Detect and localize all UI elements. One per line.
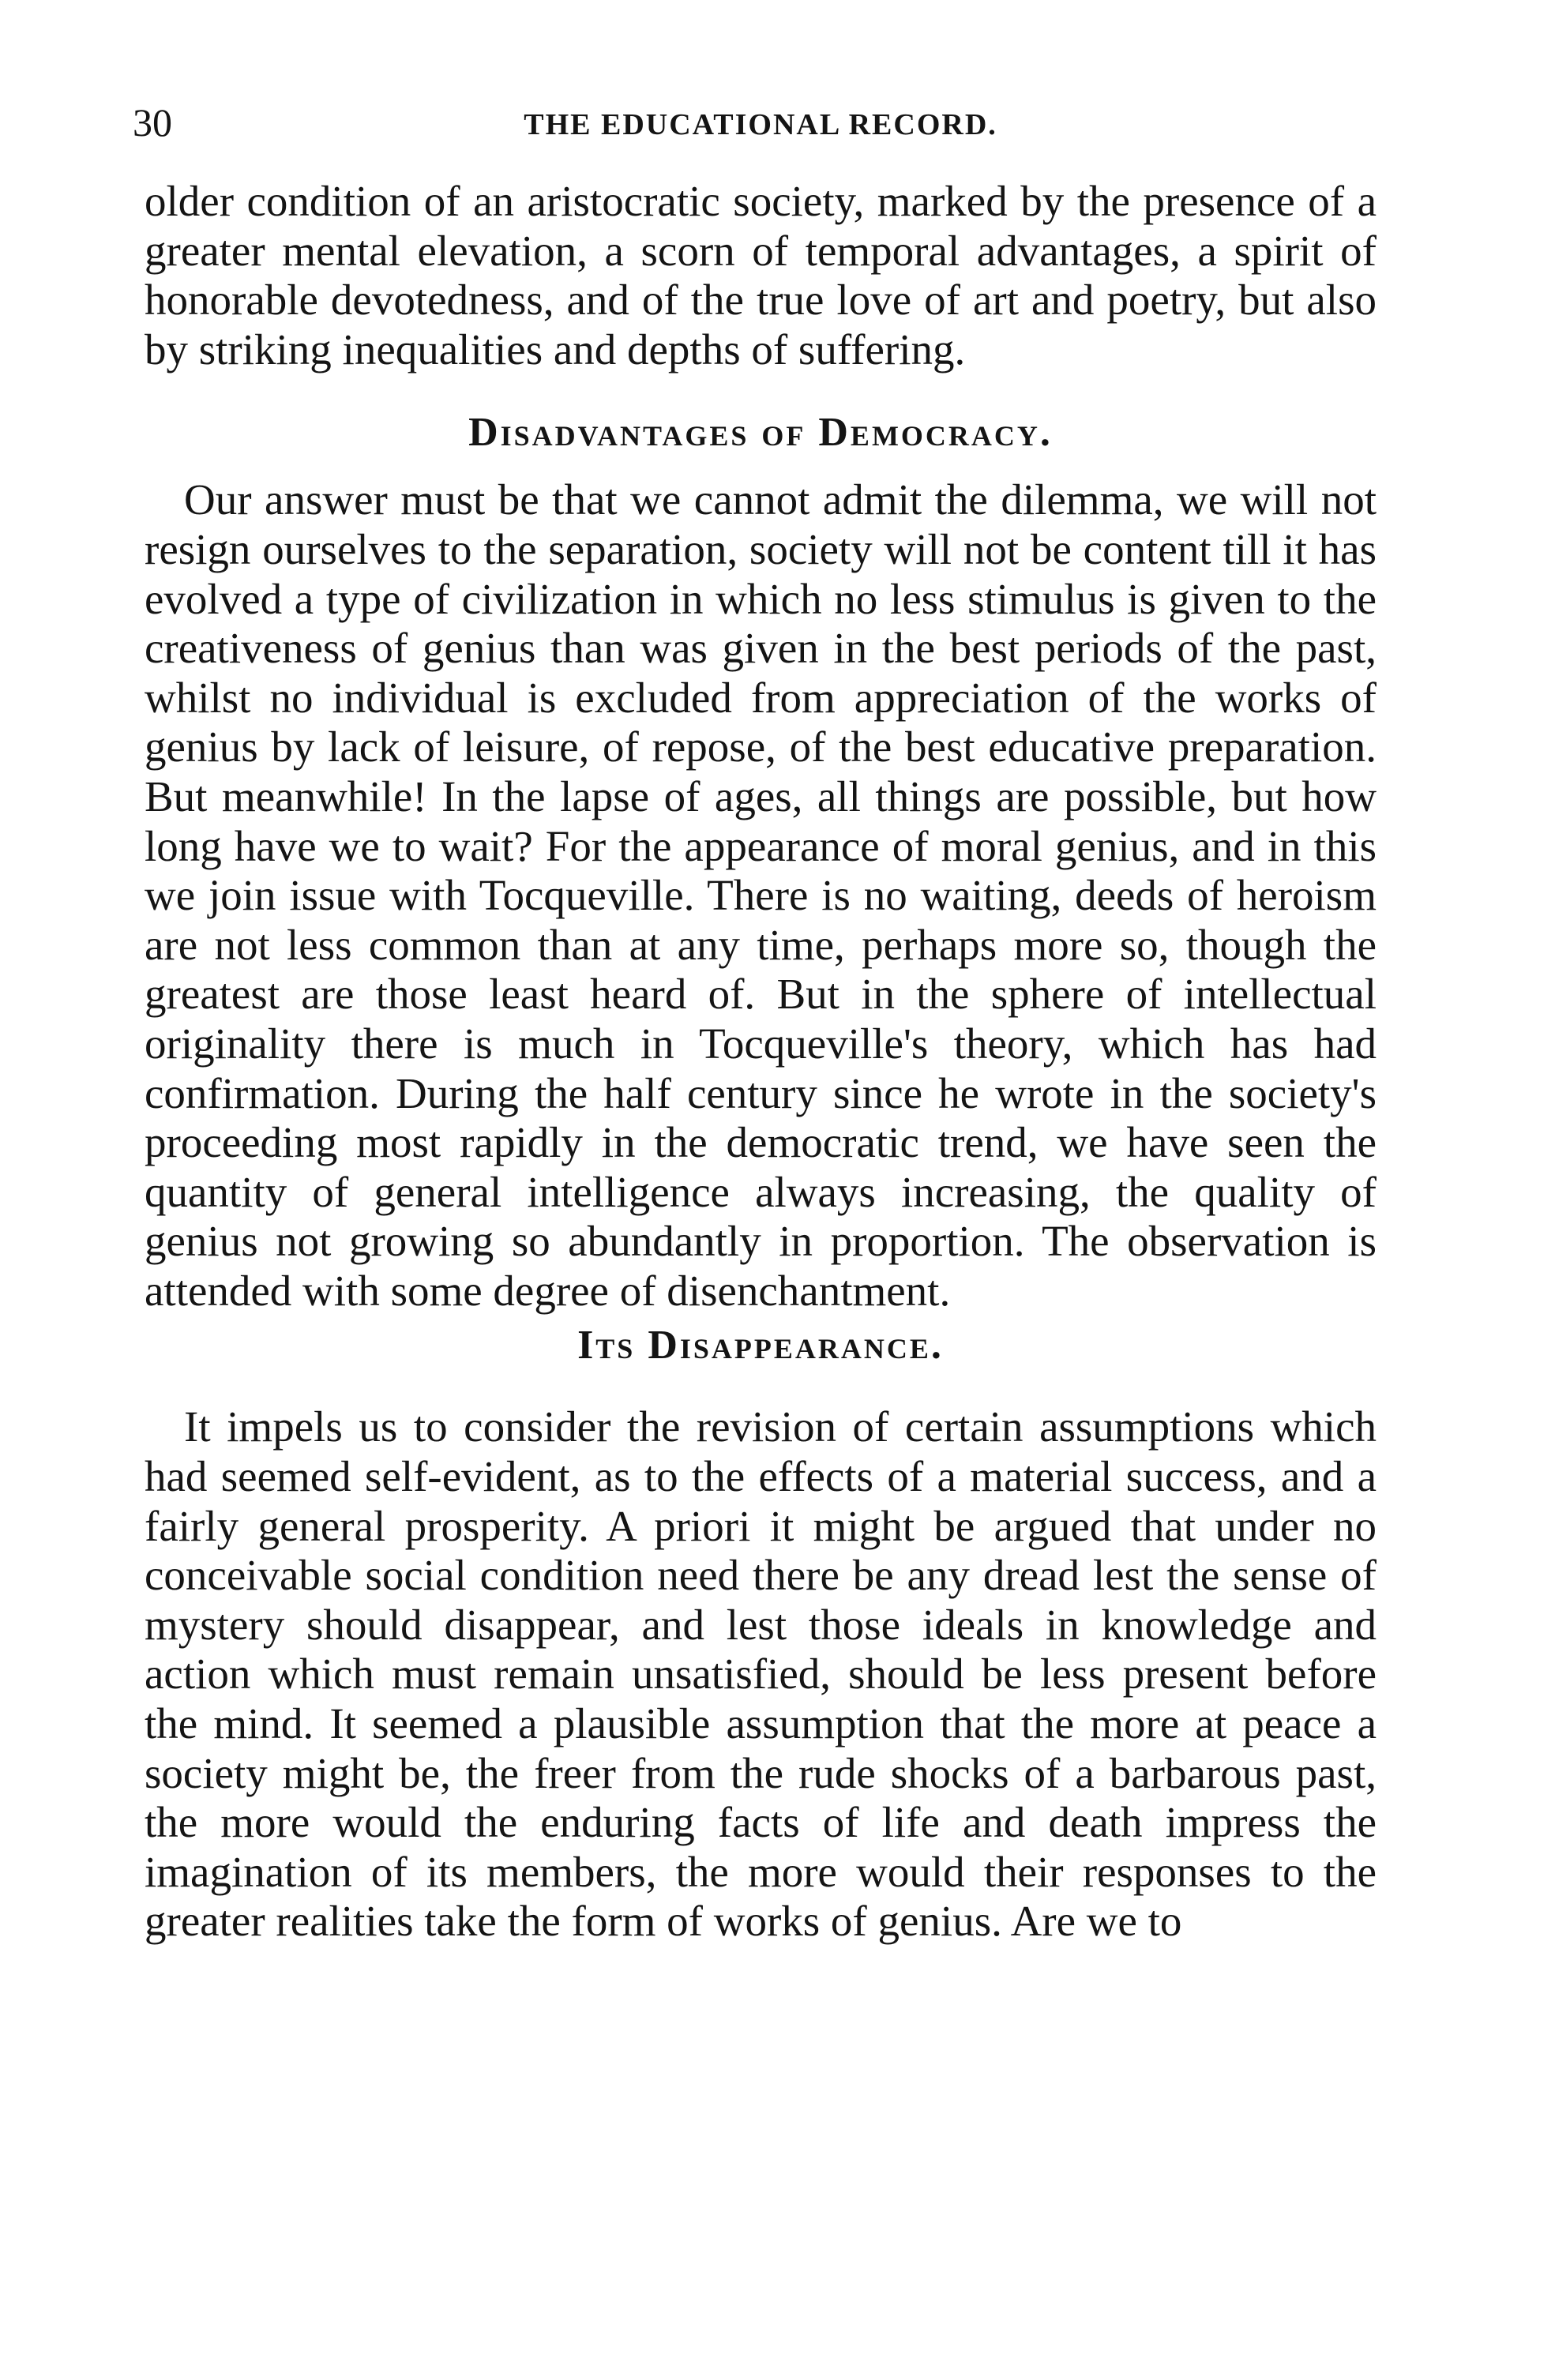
page-number: 30 xyxy=(133,100,172,145)
paragraph-continuation: older condition of an aristocratic society, marked by the presence of a greater mental elevation, a scorn of temporal advantages, a spirit of honorable devotedness, and of the true love of art and poetry, but also by striking inequalities and depths of suffering. xyxy=(145,177,1377,374)
section-heading-disappearance: Its Disappearance. xyxy=(577,1323,944,1368)
book-page xyxy=(133,95,1377,1946)
section-heading-disadvantages: Disadvantages of Democracy. xyxy=(468,410,1053,456)
paragraph-revision: It impels us to consider the revision of certain assumptions which had seemed self-evident, as to the effects of a material success, and a fairly general prosperity. A priori it might be argued that under no conceivable social condition need there be any dread lest the sense of mystery should disappear, and lest those ideals in knowledge and action which must remain unsatisfied, should be less present before the mind. It seemed a plausible assumption that the more at peace a society might be, the freer from the rude shocks of a barbarous past, the more would the enduring facts of life and death impress the imagination of its members, the more would their responses to the greater realities take the form of works of genius. Are we to xyxy=(145,1402,1377,1946)
running-head xyxy=(133,95,1377,150)
paragraph-answer: Our answer must be that we cannot admit the dilemma, we will not resign ourselves to the separation, society will not be content till it has evolved a type of civilization in which no less stimulus is given to the creativeness of genius than was given in the best periods of the past, whilst no individual is excluded from appreciation of the works of genius by lack of leisure, of repose, of the best educative preparation. But meanwhile! In the lapse of ages, all things are possible, but how long have we to wait? For the appearance of moral genius, and in this we join issue with Tocqueville. There is no waiting, deeds of heroism are not less common than at any time, perhaps more so, though the greatest are those least heard of. But in the sphere of intellectual originality there is much in Tocqueville's theory, which has had confirmation. During the half century since he wrote in the society's proceeding most rapidly in the democratic trend, we have seen the quantity of general intelligence always increasing, the quality of genius not growing so abundantly in proportion. The observation is attended with some degree of disenchantment. xyxy=(145,475,1377,1315)
journal-title: THE EDUCATIONAL RECORD. xyxy=(524,108,997,141)
